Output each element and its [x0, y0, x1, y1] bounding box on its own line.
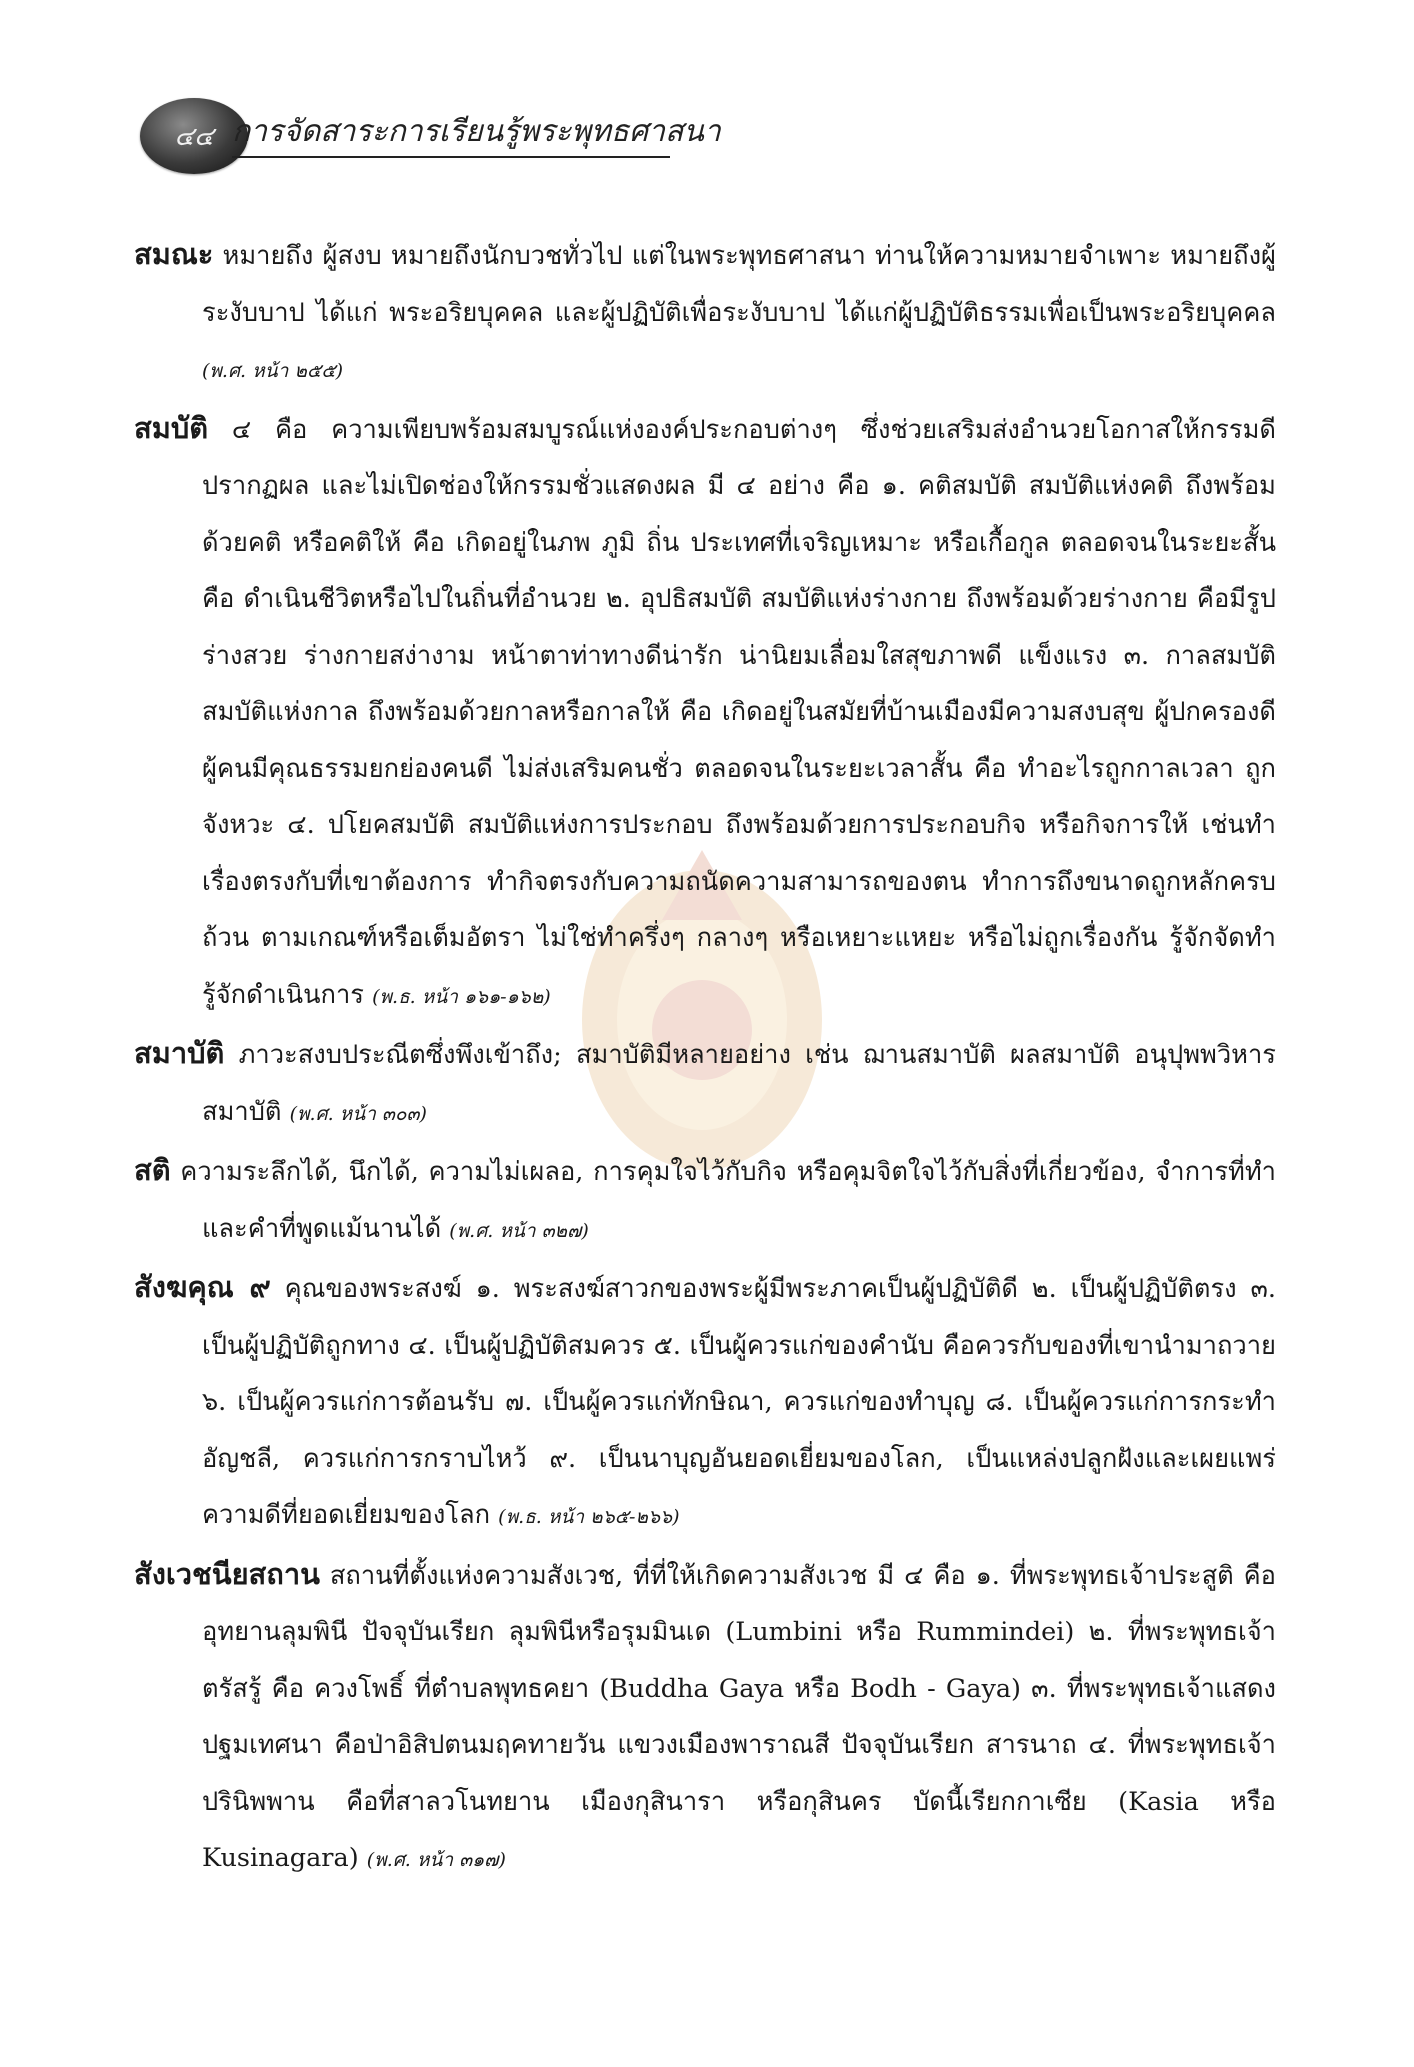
- entry-term: สังเวชนียสถาน: [134, 1556, 320, 1591]
- glossary-content: [134, 226, 1276, 1889]
- entry-term: สังฆคุณ ๙: [134, 1270, 271, 1304]
- glossary-entry: [134, 400, 1276, 1026]
- header-divider: [232, 156, 670, 158]
- glossary-entry: [134, 1025, 1276, 1142]
- entry-reference: (พ.ธ. หน้า ๒๖๕-๒๖๖): [498, 1506, 680, 1528]
- entry-term: สมณะ: [134, 237, 214, 271]
- entry-reference: (พ.ศ. หน้า ๓๑๗): [366, 1849, 506, 1871]
- entry-reference: (พ.ธ. หน้า ๑๖๑-๑๖๒): [372, 985, 551, 1008]
- entry-term: สมาบัติ: [134, 1036, 225, 1070]
- entry-reference: (พ.ศ. หน้า ๒๕๕): [202, 360, 344, 382]
- page-number: ๔๔: [174, 121, 214, 152]
- entry-term: สติ: [134, 1153, 171, 1187]
- entry-text: สถานที่ตั้งแห่งความสังเวช, ที่ที่ให้เกิดความสังเวช มี ๔ คือ ๑. ที่พระพุทธเจ้าประสูติ คือ อุทยานลุมพินี ปัจจุบันเรียก ลุมพินีหรือรุมมินเด (Lumbini หรือ Rummindei) ๒. ที่พระพุทธเจ้าตรัสรู้ คือ ควงโพธิ์ ที่ตำบลพุทธคยา (Buddha Gaya หรือ Bodh - Gaya) ๓. ที่พระพุทธเจ้าแสดงปฐมเทศนา คือป่าอิสิปตนมฤคทายวัน แขวงเมืองพาราณสี ปัจจุบันเรียก สารนาถ ๔. ที่พระพุทธเจ้าปรินิพพาน คือที่สาลวโนทยาน เมืองกุสินารา หรือกุสินคร บัดนี้เรียกกาเซีย (Kasia หรือ Kusinagara): [202, 1560, 1276, 1873]
- entry-text: คุณของพระสงฆ์ ๑. พระสงฆ์สาวกของพระผู้มีพระภาคเป็นผู้ปฏิบัติดี ๒. เป็นผู้ปฏิบัติตรง ๓. เป็นผู้ปฏิบัติถูกทาง ๔. เป็นผู้ปฏิบัติสมควร ๕. เป็นผู้ควรแก่ของคำนับ คือควรกับของที่เขานำมาถวาย ๖. เป็นผู้ควรแก่การต้อนรับ ๗. เป็นผู้ควรแก่ทักษิณา, ควรแก่ของทำบุญ ๘. เป็นผู้ควรแก่การกระทำอัญชลี, ควรแก่การกราบไหว้ ๙. เป็นนาบุญอันยอดเยี่ยมของโลก, เป็นแหล่งปลูกฝังและเผยแพร่ความดีที่ยอดเยี่ยมของโลก: [202, 1274, 1277, 1530]
- running-header-title: การจัดสาระการเรียนรู้พระพุทธศาสนา: [232, 114, 721, 149]
- entry-text: ความระลึกได้, นึกได้, ความไม่เผลอ, การคุมใจไว้กับกิจ หรือคุมจิตใจไว้กับสิ่งที่เกี่ยวข้อง, จำการที่ทำและคำที่พูดแม้นานได้: [180, 1157, 1276, 1244]
- entry-text: ภาวะสงบประณีตซึ่งพึงเข้าถึง; สมาบัติมีหลายอย่าง เช่น ฌานสมาบัติ ผลสมาบัติ อนุปุพพวิหารสมาบัติ: [202, 1040, 1276, 1127]
- glossary-entry: [134, 1546, 1276, 1889]
- entry-reference: (พ.ศ. หน้า ๓๒๗): [449, 1219, 589, 1242]
- entry-reference: (พ.ศ. หน้า ๓๐๓): [289, 1102, 427, 1125]
- glossary-entry: [134, 1142, 1276, 1259]
- entry-text: ๔ คือ ความเพียบพร้อมสมบูรณ์แห่งองค์ประกอบต่างๆ ซึ่งช่วยเสริมส่งอำนวยโอกาสให้กรรมดีปรากฏผล และไม่เปิดช่องให้กรรมชั่วแสดงผล มี ๔ อย่าง คือ ๑. คติสมบัติ สมบัติแห่งคติ ถึงพร้อมด้วยคติ หรือคติให้ คือ เกิดอยู่ในภพ ภูมิ ถิ่น ประเทศที่เจริญเหมาะ หรือเกื้อกูล ตลอดจนในระยะสั้นคือ ดำเนินชีวิตหรือไปในถิ่นที่อำนวย ๒. อุปธิสมบัติ สมบัติแห่งร่างกาย ถึงพร้อมด้วยร่างกาย คือมีรูปร่างสวย ร่างกายสง่างาม หน้าตาท่าทางดีน่ารัก น่านิยมเลื่อมใสสุขภาพดี แข็งแรง ๓. กาลสมบัติ สมบัติแห่งกาล ถึงพร้อมด้วยกาลหรือกาลให้ คือ เกิดอยู่ในสมัยที่บ้านเมืองมีความสงบสุข ผู้ปกครองดี ผู้คนมีคุณธรรมยกย่องคนดี ไม่ส่งเสริมคนชั่ว ตลอดจนในระยะเวลาสั้น คือ ทำอะไรถูกกาลเวลา ถูกจังหวะ ๔. ปโยคสมบัติ สมบัติแห่งการประกอบ ถึงพร้อมด้วยการประกอบกิจ หรือกิจการให้ เช่นทำเรื่องตรงกับที่เขาต้องการ ทำกิจตรงกับความถนัดความสามารถของตน ทำการถึงขนาดถูกหลักครบถ้วน ตามเกณฑ์หรือเต็มอัตรา ไม่ใช่ทำครึ่งๆ กลางๆ หรือเหยาะแหยะ หรือไม่ถูกเรื่องกัน รู้จักจัดทำ รู้จักดำเนินการ: [202, 414, 1276, 1010]
- glossary-entry: [134, 1259, 1276, 1546]
- entry-term: สมบัติ: [134, 410, 209, 445]
- entry-text: หมายถึง ผู้สงบ หมายถึงนักบวชทั่วไป แต่ในพระพุทธศาสนา ท่านให้ความหมายจำเพาะ หมายถึงผู้ระงับบาป ได้แก่ พระอริยบุคคล และผู้ปฏิบัติเพื่อระงับบาป ได้แก่ผู้ปฏิบัติธรรมเพื่อเป็นพระอริยบุคคล: [202, 241, 1276, 328]
- glossary-entry: [134, 226, 1276, 400]
